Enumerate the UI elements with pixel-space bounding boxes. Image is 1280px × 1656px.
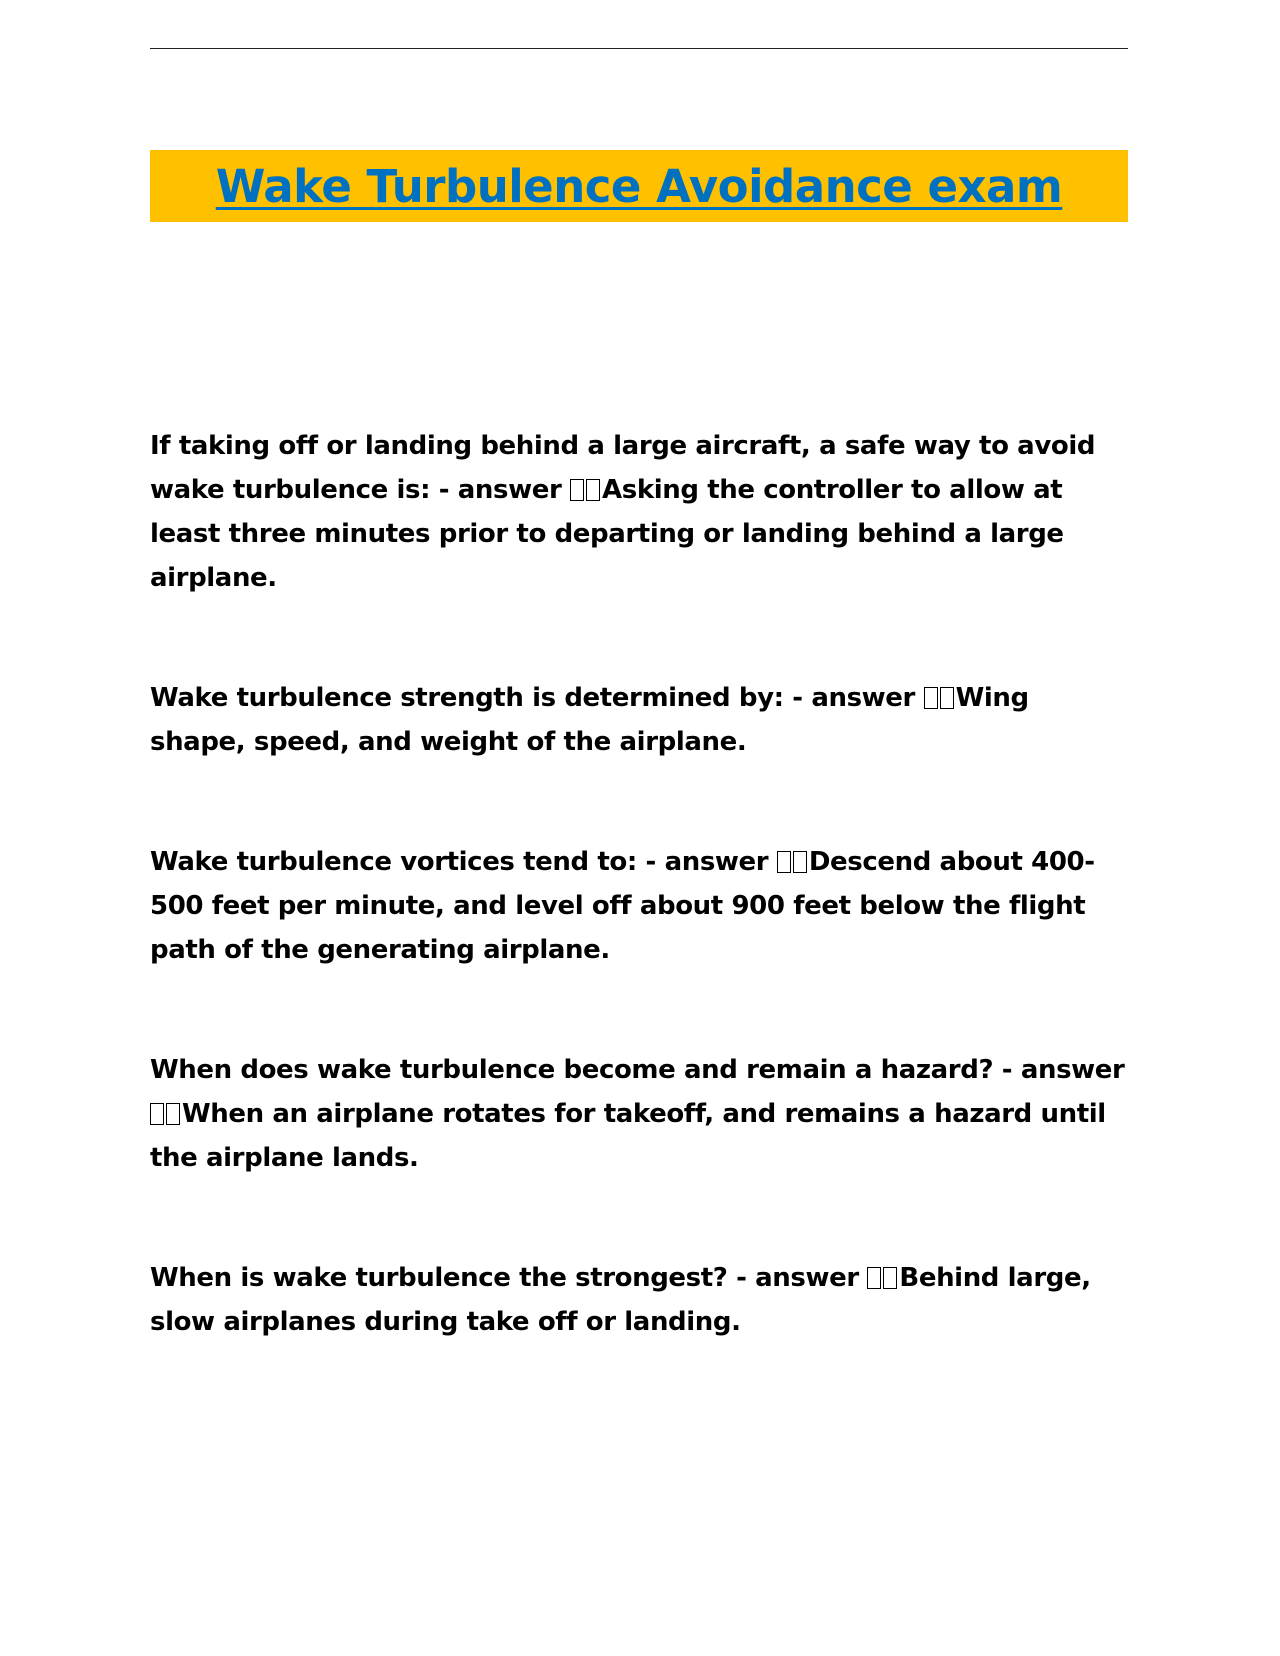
missing-glyph-icon: [777, 851, 791, 873]
answer-text: When an airplane rotates for takeoff, and remains a hazard until the airplane lands.: [150, 1099, 1106, 1173]
answer-text: Descend about 400-500 feet per minute, and level off about 900 feet below the flight path of the generating airplane.: [150, 847, 1095, 965]
missing-glyph-icon: [570, 479, 584, 501]
question-text: Wake turbulence strength is determined by: - answer: [150, 683, 924, 713]
missing-glyph-icon: [940, 687, 954, 709]
missing-glyph-icon: [586, 479, 600, 501]
answer-text: Asking the controller to allow at least three minutes prior to departing or landing behind a large airplane.: [150, 475, 1064, 593]
answer-text: Wing shape, speed, and weight of the airplane.: [150, 683, 1029, 757]
qa-item: [150, 840, 1130, 972]
header-rule: [150, 48, 1128, 49]
missing-glyph-icon: [150, 1103, 164, 1125]
qa-item: [150, 676, 1130, 764]
question-text: When does wake turbulence become and remain a hazard? - answer: [150, 1055, 1125, 1085]
qa-item: [150, 1048, 1130, 1180]
missing-glyph-icon: [793, 851, 807, 873]
qa-list: [150, 424, 1130, 1420]
answer-text: Behind large, slow airplanes during take off or landing.: [150, 1263, 1091, 1337]
title-banner: [150, 150, 1128, 222]
question-text: Wake turbulence vortices tend to: - answer: [150, 847, 777, 877]
missing-glyph-icon: [924, 687, 938, 709]
question-text: If taking off or landing behind a large aircraft, a safe way to avoid wake turbulence is: - answer: [150, 431, 1096, 505]
missing-glyph-icon: [166, 1103, 180, 1125]
qa-item: [150, 424, 1130, 600]
question-text: When is wake turbulence the strongest? - answer: [150, 1263, 868, 1293]
document-title-link[interactable]: Wake Turbulence Avoidance exam: [215, 159, 1063, 213]
missing-glyph-icon: [867, 1267, 881, 1289]
missing-glyph-icon: [883, 1267, 897, 1289]
qa-item: [150, 1256, 1130, 1344]
